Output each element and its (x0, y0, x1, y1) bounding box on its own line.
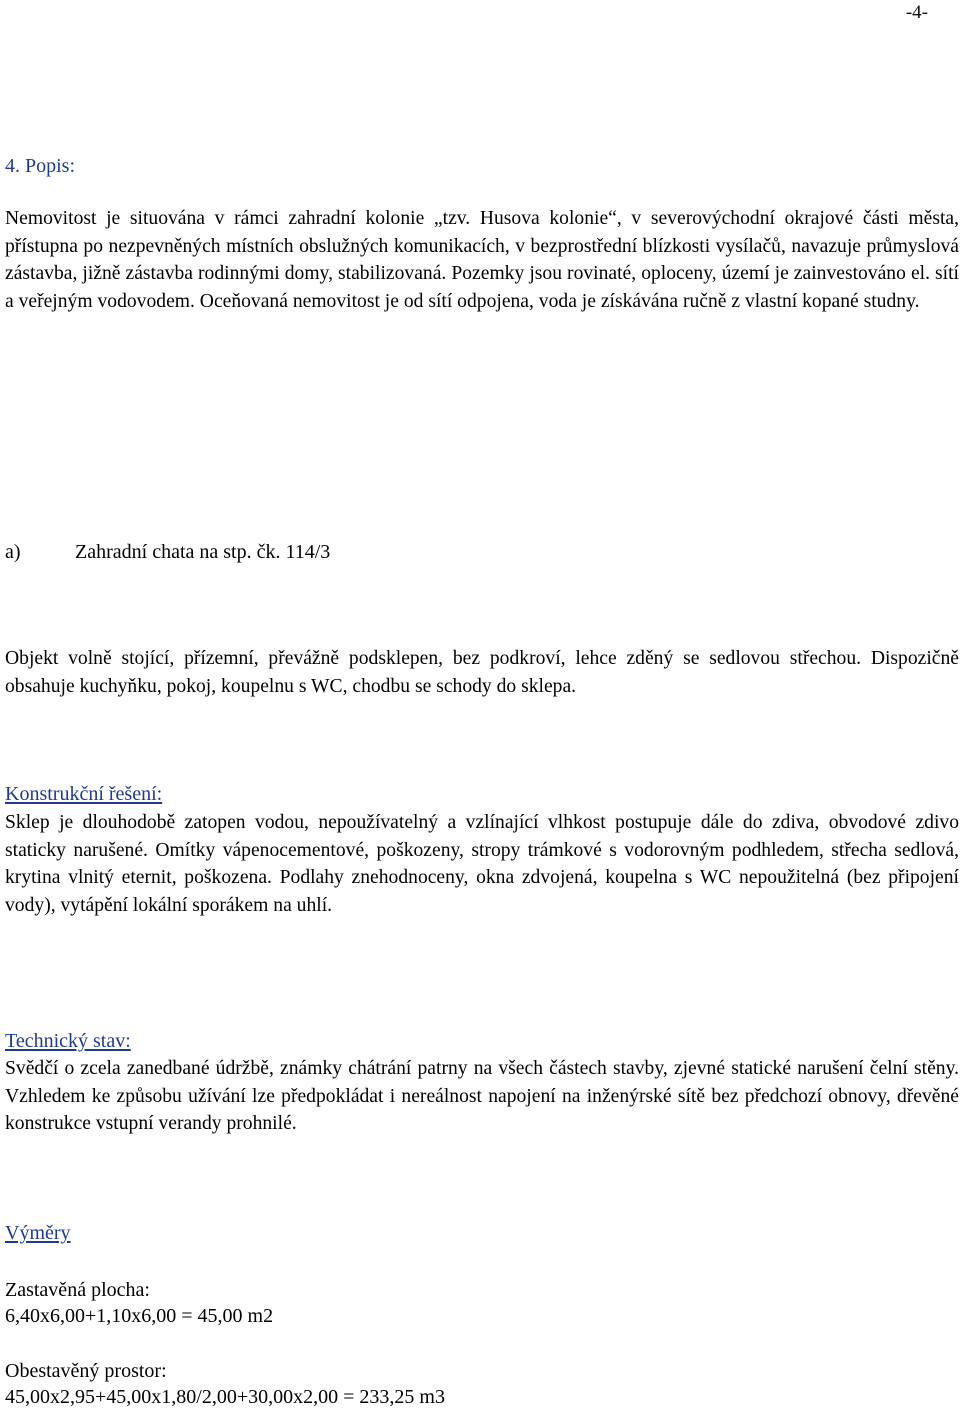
intro-paragraph: Nemovitost je situována v rámci zahradní kolonie „tzv. Husova kolonie“, v severovýchodní okrajové části města, přístupna po nezpevněných místních obslužných komunikacích, v bezprostřední blízkosti vysílačů, navazuje průmyslová zástavba, jižně zástavba rodinnými domy, stabilizovaná. Pozemky jsou rovinaté, oploceny, území je zainvestováno el. sítí a veřejným vodovodem. Oceňovaná nemovitost je od sítí odpojena, voda je získávána ručně z vlastní kopané studny. (5, 208, 959, 312)
technical-state-heading: Technický stav: (5, 1030, 131, 1052)
construction-paragraph: Sklep je dlouhodobě zatopen vodou, nepoužívatelný a vzlínající vlhkost postupuje dále do zdiva, obvodové zdivo staticky narušené. Omítky vápenocementové, poškozeny, stropy trámkové s vodorovným podhledem, střecha sedlová, krytina vlnitý eternit, poškozena. Podlahy znehodnoceny, okna zdvojená, koupelna s WC nepoužitelná (bez připojení vody), vytápění lokální sporákem na uhlí. (5, 812, 959, 916)
object-a-description: Objekt volně stojící, přízemní, převážně podsklepen, bez podkroví, lehce zděný se sedlovou střechou. Dispozičně obsahuje kuchyňku, pokoj, koupelnu s WC, chodbu se schody do sklepa. (5, 648, 959, 697)
object-a-marker: a) (5, 541, 21, 563)
built-area-formula: 6,40x6,00+1,10x6,00 = 45,00 m2 (5, 1305, 274, 1327)
page-number: -4- (905, 2, 928, 23)
built-area-label: Zastavěná plocha: (5, 1279, 150, 1301)
object-a-title: Zahradní chata na stp. čk. 114/3 (75, 541, 331, 563)
object-a-heading (5, 540, 330, 564)
measurements-heading: Výměry (5, 1222, 71, 1244)
technical-state-paragraph: Svědčí o zcela zanedbané údržbě, známky chátrání patrny na všech částech stavby, zjevné statické narušení čelní stěny. Vzhledem ke způsobu užívání lze předpokládat i nereálnost napojení na inženýrské sítě bez předchozí obnovy, dřevěné konstrukce vstupní verandy prohnilé. (5, 1058, 959, 1134)
built-volume-label: Obestavěný prostor: (5, 1360, 167, 1382)
built-volume-formula: 45,00x2,95+45,00x1,80/2,00+30,00x2,00 = 233,25 m3 (5, 1386, 445, 1408)
construction-heading: Konstrukční řešení: (5, 783, 163, 805)
section-title: 4. Popis: (5, 155, 76, 177)
